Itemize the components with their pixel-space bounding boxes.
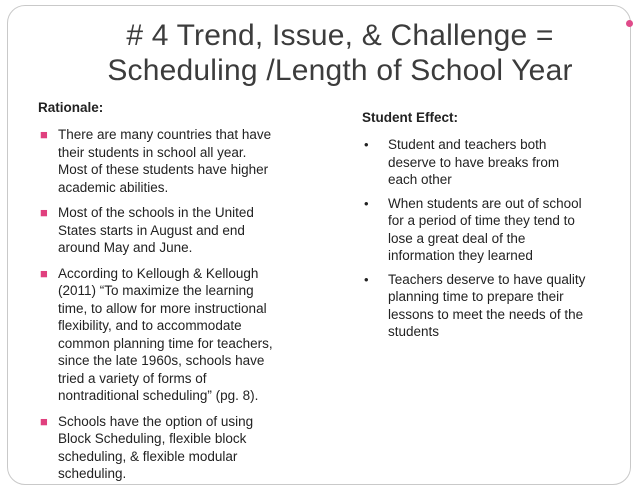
list-item	[362, 136, 592, 189]
list-item	[362, 271, 592, 341]
list-item-text: Teachers deserve to have quality planning time to prepare their lessons to meet the needs of the students	[388, 271, 586, 339]
bullet-icon: ■	[40, 413, 48, 429]
title-line-2: Scheduling /Length of School Year	[107, 54, 573, 87]
rationale-heading: Rationale:	[38, 100, 104, 115]
list-item-text: Student and teachers both deserve to have breaks from each other	[388, 137, 560, 187]
accent-dot	[626, 20, 633, 27]
bullet-icon: •	[364, 137, 369, 152]
list-item	[38, 204, 278, 257]
bullet-icon: ■	[40, 205, 48, 220]
student-effect-list	[362, 136, 592, 341]
list-item	[38, 265, 278, 405]
list-item-text: According to Kellough & Kellough (2011) “To maximize the learning time, to allow for more instructional flexibility, and to accommodate common planning time for teachers, since the late 1960s, schools have tried a variety of forms of nontraditional scheduling” (pg. 8).	[58, 265, 273, 403]
rationale-list	[38, 126, 278, 483]
bullet-icon: •	[364, 271, 369, 287]
title-line-1: # 4 Trend, Issue, & Challenge =	[126, 19, 554, 52]
list-item	[362, 195, 592, 265]
list-item	[38, 413, 278, 483]
bullet-icon: •	[364, 195, 369, 211]
student-effect-heading: Student Effect:	[362, 110, 458, 125]
student-effect-column	[362, 110, 592, 347]
list-item-text: When students are out of school for a period of time they tend to lose a great deal of the information they learned	[388, 195, 582, 263]
bullet-icon: ■	[40, 265, 48, 281]
list-item	[38, 126, 278, 196]
list-item-text: Most of the schools in the United States starts in August and end around May and June.	[58, 205, 254, 255]
bullet-icon: ■	[40, 127, 48, 142]
rationale-column	[38, 100, 278, 491]
slide-title	[60, 18, 620, 88]
list-item-text: There are many countries that have their students in school all year. Most of these students have higher academic abilities.	[58, 127, 272, 195]
list-item-text: Schools have the option of using Block Scheduling, flexible block scheduling, & flexible modular scheduling.	[58, 413, 254, 481]
